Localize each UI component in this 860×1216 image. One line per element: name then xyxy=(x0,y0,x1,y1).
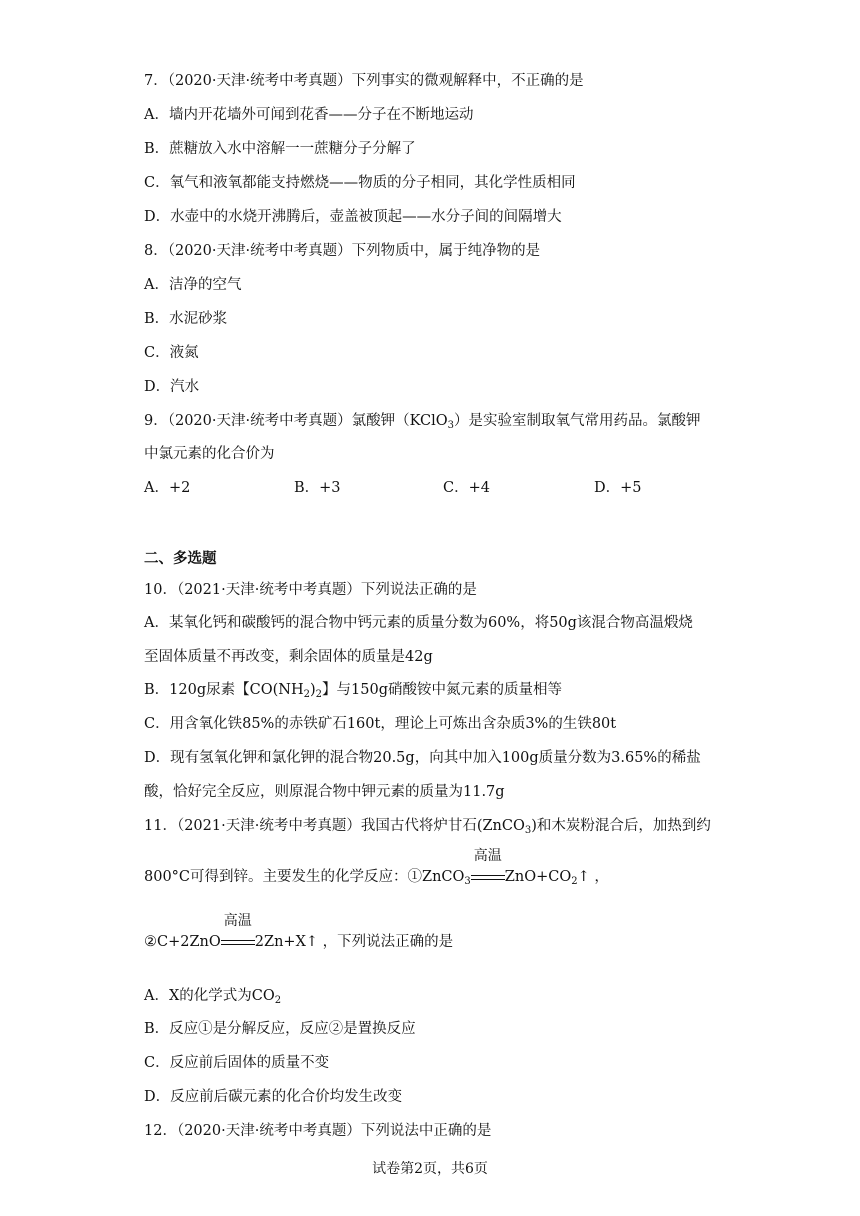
q10-b-sub2: 2 xyxy=(315,689,323,700)
q11-r1-equals-sign xyxy=(471,848,505,887)
q8-option-a: A．洁净的空气 xyxy=(144,277,242,293)
q9-option-b: B．+3 xyxy=(294,480,341,496)
q7-option-d: D．水壶中的水烧开沸腾后，壶盖被顶起——水分子间的间隔增大 xyxy=(144,209,562,225)
q9-stem-sub: 3 xyxy=(447,420,455,431)
q11-option-b: B．反应①是分解反应，反应②是置换反应 xyxy=(144,1021,416,1037)
q11-reaction-1 xyxy=(144,848,609,887)
q11-stem-sub: 3 xyxy=(524,825,532,836)
q11-stem-part1: 11．（2021·天津·统考中考真题）我国古代将炉甘石(ZnCO xyxy=(144,818,525,834)
q7-option-b: B．蔗糖放入水中溶解一一蔗糖分子分解了 xyxy=(144,141,416,157)
q11-r2-products: 2Zn+X↑ ，下列说法正确的是 xyxy=(254,934,454,950)
q7-option-a: A．墙内开花墙外可闻到花香——分子在不断地运动 xyxy=(144,107,474,123)
q10-b-part1: B．120g尿素【CO(NH xyxy=(144,682,304,698)
q11-r2-bar xyxy=(221,940,255,945)
q10-option-c: C．用含氧化铁85%的赤铁矿石160t，理论上可炼出含杂质3%的生铁80t xyxy=(144,716,617,732)
q9-stem-part2: ）是实验室制取氧气常用药品。氯酸钾 xyxy=(454,413,701,429)
page-footer: 试卷第2页，共6页 xyxy=(372,1161,488,1177)
q11-stem-part2: )和木炭粉混合后，加热到约 xyxy=(531,818,711,834)
q7-stem: 7．（2020·天津·统考中考真题）下列事实的微观解释中，不正确的是 xyxy=(144,73,584,89)
q9-option-d: D．+5 xyxy=(594,480,642,496)
q10-b-part2: ) xyxy=(309,682,316,698)
q11-stem xyxy=(144,816,711,836)
q10-option-d-line2: 酸，恰好完全反应，则原混合物中钾元素的质量为11.7g xyxy=(144,784,505,800)
q11-r1-bar xyxy=(471,875,505,880)
q10-option-a-line2: 至固体质量不再改变，剩余固体的质量是42g xyxy=(144,649,433,665)
q11-option-d: D．反应前后碳元素的化合价均发生改变 xyxy=(144,1089,403,1105)
q8-option-c: C．液氮 xyxy=(144,345,199,361)
section-title: 二、多选题 xyxy=(144,550,217,567)
q11-r1-sub: 3 xyxy=(464,876,471,887)
q9-stem-line2: 中氯元素的化合价为 xyxy=(144,446,275,462)
q9-option-c: C．+4 xyxy=(443,480,490,496)
q9-stem xyxy=(144,411,701,431)
q11-r2-condition: 高温 xyxy=(223,913,252,929)
q8-stem: 8．（2020·天津·统考中考真题）下列物质中，属于纯净物的是 xyxy=(144,243,541,259)
q10-option-d-line1: D．现有氢氧化钾和氯化钾的混合物20.5g，向其中加入100g质量分数为3.65%的稀盐 xyxy=(144,750,701,766)
q11-option-a xyxy=(144,986,281,1006)
q11-a-sub: 2 xyxy=(274,995,282,1006)
q10-option-b xyxy=(144,680,562,700)
q11-r1-suffix: ↑ ， xyxy=(577,869,609,885)
q10-b-part3: 】与150g硝酸铵中氮元素的质量相等 xyxy=(322,682,562,698)
q11-r1-prefix: 800°C可得到锌。主要发生的化学反应：①ZnCO xyxy=(144,869,465,885)
q8-option-d: D．汽水 xyxy=(144,379,200,395)
q9-option-a: A．+2 xyxy=(144,480,191,496)
q9-stem-part1: 9．（2020·天津·统考中考真题）氯酸钾（KClO xyxy=(144,413,448,429)
q10-b-sub: 2 xyxy=(303,689,310,700)
q11-option-c: C．反应前后固体的质量不变 xyxy=(144,1055,330,1071)
q11-r2-equals-sign xyxy=(221,913,255,952)
q11-r1-sub2: 2 xyxy=(571,876,578,887)
q7-option-c: C．氧气和液氧都能支持燃烧——物质的分子相同，其化学性质相同 xyxy=(144,175,576,191)
q11-r1-condition: 高温 xyxy=(473,848,502,864)
q8-option-b: B．水泥砂浆 xyxy=(144,311,228,327)
q11-reaction-2 xyxy=(144,913,454,952)
q12-stem: 12．（2020·天津·统考中考真题）下列说法中正确的是 xyxy=(144,1123,492,1139)
q11-r2-prefix: ②C+2ZnO xyxy=(144,934,221,950)
q11-r1-products: ZnO+CO xyxy=(504,869,572,885)
q10-option-a-line1: A．某氧化钙和碳酸钙的混合物中钙元素的质量分数为60%，将50g该混合物高温煅烧 xyxy=(144,615,693,631)
q10-stem: 10．（2021·天津·统考中考真题）下列说法正确的是 xyxy=(144,582,477,598)
q11-a-part1: A．X的化学式为CO xyxy=(144,988,275,1004)
